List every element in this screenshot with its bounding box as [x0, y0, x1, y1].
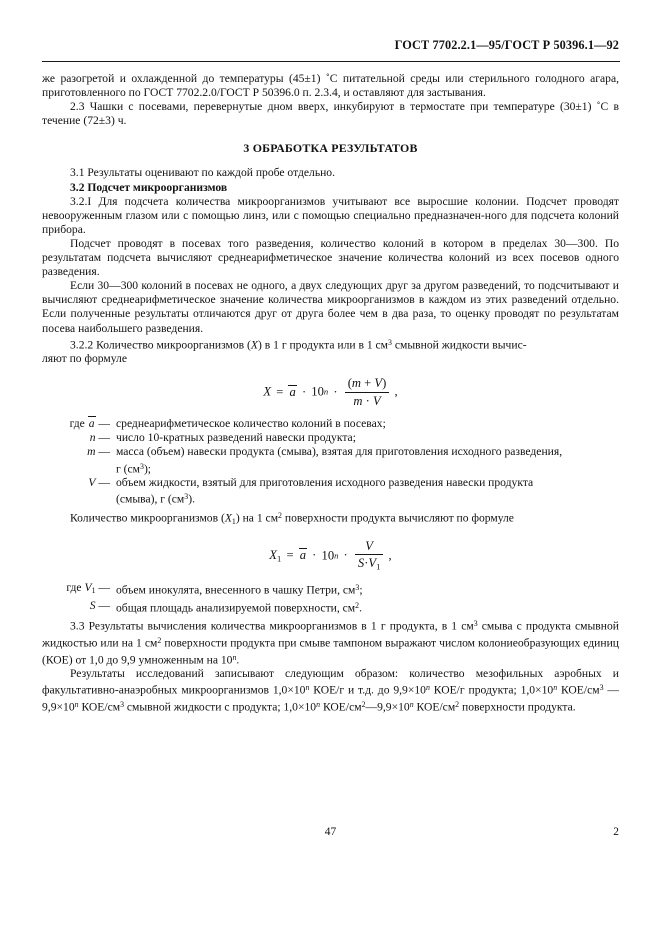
- sup-results-s3: 2: [361, 700, 366, 710]
- footer-page-number-right: 2: [613, 826, 619, 838]
- definition-lead: [42, 445, 116, 459]
- definition-text-v: объем жидкости, взятый для приготовления исходного разведения навески продукта: [116, 476, 534, 490]
- document-body: [42, 72, 619, 715]
- sup-cm3-a: 3: [388, 337, 392, 347]
- definition-dash-m: —: [98, 445, 110, 459]
- definition-text-v1: объем инокулята, внесенного в чашку Петри, см: [116, 584, 356, 598]
- definition-lead: [42, 581, 116, 598]
- definition-dash-s: —: [98, 598, 110, 612]
- formula-1-dot-1: ·: [301, 385, 307, 399]
- paragraph-3-2-1: 3.2.I Для подсчета количества микроорганизмов учитывают все выросшие колонии. Подсчет проводят невооруженным глазом или с помощью линз, или с помощью специально предназначен-ного для подсчета колоний прибора.: [42, 194, 619, 236]
- definition-row: [42, 476, 619, 490]
- sup-results-n5: n: [316, 700, 321, 710]
- definition-lead: [42, 599, 116, 613]
- definitions-intro-1: где: [69, 417, 85, 431]
- sup-results-n3: n: [553, 683, 558, 693]
- definition-row: [42, 581, 619, 598]
- heading-3-2: 3.2 Подсчет микроорганизмов: [70, 180, 228, 194]
- formula-2-lhs-sub: 1: [277, 553, 282, 564]
- paragraph-3-2-2: [42, 336, 619, 353]
- var-x1-inline: X: [224, 511, 232, 525]
- formula-2-denominator: [355, 554, 383, 572]
- definition-text-s-wrap: [116, 599, 619, 616]
- formula-1-num-paren-close: ): [382, 376, 387, 391]
- definition-text-v1-wrap: [116, 581, 619, 598]
- text-x1-c: поверхности продукта вычисляют по формуле: [281, 511, 514, 525]
- definition-symbol-a: a: [88, 417, 95, 431]
- paragraph-results-recording: [42, 667, 619, 714]
- formula-2-numerator: [355, 539, 383, 554]
- text-results-b: КОЕ/г и т.д. до 9,9×10: [309, 683, 426, 697]
- var-x-inline: X: [250, 338, 258, 352]
- sup-3-3-cm2: 2: [157, 636, 162, 646]
- sup-3-3-cm3: 3: [473, 619, 478, 629]
- formula-2-dot-1: ·: [312, 548, 317, 563]
- paragraph-counting-rules: Подсчет проводят в посевах того разведения, количество колоний в котором в пределах 30—300. По результатам подсчета вычисляют среднеарифметическое значение количества колоний из всех посевов одного разведения.: [42, 236, 619, 279]
- definition-row: [42, 445, 619, 459]
- formula-2-lhs-group: [269, 548, 281, 562]
- formula-1-numerator: [345, 376, 390, 391]
- text-results-a: Результаты исследований записывают следующим образом: количество мезофильных аэробных и факультативно-анаэробных микроорганизмов 1,0×10: [42, 667, 619, 697]
- page-header-standard-number: ГОСТ 7702.2.1—95/ГОСТ Р 50396.1—92: [394, 38, 619, 52]
- text-results-i: —9,9×10: [365, 700, 410, 714]
- formula-2-dot-2: ·: [343, 548, 348, 563]
- sup-results-s4: 2: [455, 700, 460, 710]
- paragraph-x1-intro: [42, 509, 619, 529]
- definition-text-n: число 10-кратных разведений навески продукта;: [116, 431, 356, 445]
- definition-dash-v: —: [98, 476, 110, 490]
- paragraph-3-1: 3.1 Результаты оценивают по каждой пробе отдельно.: [70, 166, 336, 180]
- paragraph-continuation: же разогретой и охлажденной до температуры (45±1) ˚С питательной среды или стерильного голодного агара, приготовленного по ГОСТ 7702.2.0/ГОСТ Р 50396.0 п. 2.3.4, и оставляют для застывания.: [42, 72, 619, 100]
- text-3-3-a: 3.3 Результаты вычисления количества микроорганизмов в 1 г продукта, в 1 см: [70, 619, 474, 633]
- text-results-j: КОЕ/см: [413, 700, 456, 714]
- formula-2-equals: =: [286, 548, 294, 563]
- formula-2-exponent-n: n: [334, 550, 339, 561]
- text-3-3-b: смыва с продукта смывной жидкостью или на 1 см: [42, 619, 619, 650]
- text-3-3-d: .: [236, 653, 240, 667]
- sup-results-n2: n: [425, 683, 430, 693]
- sup-results-n6: n: [409, 700, 414, 710]
- formula-2-expression: [269, 539, 391, 573]
- sup-cm2-s: 2: [355, 600, 360, 610]
- formula-2-den-s: S: [357, 556, 365, 571]
- definition-lead: [42, 431, 116, 445]
- paragraph-dilution-rules: Если 30—300 колоний в посевах не одного, а двух следующих друг за другом разведений, то подсчитывают и вычисляют среднеарифметическое значение количества микроорганизмов в каждом из этих разведений отдельно. Если полученные результаты отличаются друг от друга более чем в два раза, то оценку проводят по результатам посева наибольшего разведения.: [42, 279, 619, 335]
- definition-row: [42, 417, 619, 431]
- text-results-k: поверхности продукта.: [459, 700, 576, 714]
- paragraph-3-3: [42, 617, 619, 667]
- definition-lead: [42, 417, 116, 431]
- formula-1-den-dot: ·: [365, 393, 370, 408]
- text-3-2-2-b: ) в 1 г продукта или в 1 см: [258, 338, 389, 352]
- section-heading-3: 3 ОБРАБОТКА РЕЗУЛЬТАТОВ: [243, 141, 418, 156]
- formula-1-num-m: m: [351, 376, 361, 391]
- definitions-formula-1: [42, 417, 619, 507]
- sup-3-3-n: n: [232, 652, 237, 662]
- formula-1-denominator: [345, 392, 390, 408]
- definition-text-s: общая площадь анализируемой поверхности, см: [116, 601, 356, 615]
- definition-tail-s: .: [359, 601, 362, 615]
- definition-symbol-n: n: [89, 431, 96, 445]
- text-results-c: КОЕ/г продукта; 1,0×10: [429, 683, 554, 697]
- formula-1-ten: 10: [311, 385, 324, 399]
- sup-results-s2: 3: [120, 700, 125, 710]
- sup-results-n4: n: [74, 700, 79, 710]
- formula-1-mean-a: a: [289, 385, 296, 399]
- paragraph-2-3: 2.3 Чашки с посевами, перевернутые дном вверх, инкубируют в термостате при температуре (30±1) ˚С в течение (72±3) ч.: [42, 100, 619, 128]
- definition-text-m: масса (объем) навески продукта (смыва), взятая для приготовления исходного разведения,: [116, 445, 563, 459]
- definition-lead: [42, 476, 116, 490]
- sup-cm3-v: 3: [184, 492, 189, 502]
- definition-row: [42, 431, 619, 445]
- text-results-e: — 9,9×10: [42, 683, 619, 714]
- formula-1-equals: =: [276, 385, 284, 399]
- formula-2-den-v: V: [368, 556, 377, 571]
- formula-2-den-v-sub: 1: [376, 561, 381, 572]
- definition-symbol-v: V: [88, 476, 96, 490]
- formula-1-expression: [263, 376, 397, 408]
- text-3-2-2-c: смывной жидкости вычис-: [391, 338, 527, 352]
- definition-dash-v1: —: [98, 581, 110, 595]
- formula-2-mean-a: a: [299, 548, 306, 563]
- text-3-2-2-a: 3.2.2 Количество микроорганизмов (: [70, 338, 251, 352]
- text-results-f: КОЕ/см: [78, 700, 121, 714]
- definition-continuation-m: г $(см^3)$;: [116, 461, 152, 476]
- sub-x1-index: 1: [231, 516, 236, 526]
- paragraph-3-2-2-cont: ляют по формуле: [42, 352, 127, 366]
- sup-results-n1: n: [305, 683, 310, 693]
- definition-continuation-v: (смыва), г $(см^3)$.: [116, 492, 195, 506]
- sup-cm3-m: 3: [140, 461, 144, 471]
- definition-dash-a: —: [98, 417, 110, 431]
- formula-x1-surface: [42, 539, 619, 573]
- definitions-formula-2: [42, 581, 619, 615]
- text-3-3-c: поверхности продукта при смыве тампоном выражают числом колониеобразующих единиц (КОЕ) от 1,0 до 9,9 умноженным на 10: [42, 636, 619, 667]
- formula-2-lhs: X: [269, 547, 277, 562]
- definition-symbol-v1: V: [84, 581, 92, 595]
- sup-results-s1: 3: [599, 683, 604, 693]
- definition-text-a: среднеарифметическое количество колоний в посевах;: [116, 417, 386, 431]
- formula-1-lhs: X: [263, 385, 272, 399]
- text-results-h: КОЕ/см: [320, 700, 362, 714]
- formula-1-num-v: V: [374, 376, 383, 391]
- formula-1-comma: ,: [394, 385, 398, 399]
- definitions-intro-2: где: [66, 581, 82, 595]
- definition-dash-n: —: [98, 431, 110, 445]
- text-results-d: КОЕ/см: [557, 683, 600, 697]
- formula-1-dot-2: ·: [333, 385, 338, 399]
- formula-2-den-dot: ·: [364, 556, 369, 571]
- definition-symbol-s: S: [89, 598, 96, 612]
- formula-2-ten: 10: [321, 548, 335, 563]
- formula-1-num-plus: +: [364, 376, 372, 391]
- text-results-g: смывной жидкости с продукта; 1,0×10: [124, 700, 317, 714]
- formula-1-exponent-n: n: [323, 387, 329, 398]
- formula-1-fraction: [345, 376, 390, 408]
- formula-2-fraction: [355, 539, 383, 573]
- formula-1-den-v: V: [372, 393, 381, 408]
- footer-page-number-center: 47: [324, 826, 337, 838]
- sup-cm3-v1: 3: [355, 583, 360, 593]
- sup-cm2-a: 2: [278, 510, 282, 520]
- formula-1-num-paren-open: (: [347, 376, 352, 391]
- definition-tail-v1: ;: [359, 584, 363, 598]
- formula-1-den-m: m: [353, 393, 363, 408]
- header-divider-rule: [42, 61, 620, 62]
- formula-x-microorganisms: [42, 376, 619, 408]
- definition-symbol-m: m: [87, 445, 96, 459]
- text-x1-a: Количество микроорганизмов (: [70, 511, 225, 525]
- definition-symbol-v1-sub: 1: [91, 586, 96, 596]
- formula-2-comma: ,: [388, 548, 392, 563]
- definition-row: [42, 599, 619, 616]
- text-x1-b: ) на 1 см: [235, 511, 279, 525]
- formula-2-num-v: V: [365, 538, 373, 553]
